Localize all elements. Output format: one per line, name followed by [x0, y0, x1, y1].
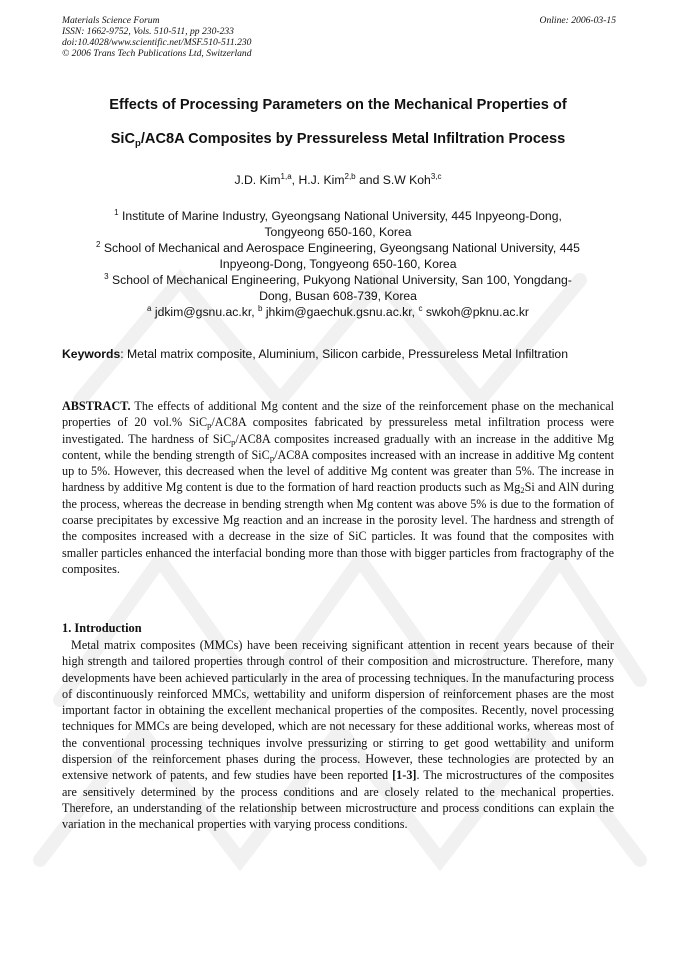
introduction-text: . The microstructures of the composites are sensitively determined by the process conditions and are closely related to the mechanical properties. Therefore, an understanding of the relationship between microstructure and process conditions can explain the variation in the mechanical properties with varying process conditions. [62, 768, 614, 832]
abstract-text: The effects of additional Mg content and the size of the reinforcement phase on the mechanical properties of 20 vol.% SiC [62, 399, 614, 430]
title-text: SiC [110, 131, 136, 147]
affiliation-text: Dong, Busan 608-739, Korea [259, 289, 417, 303]
affiliation-text: School of Mechanical and Aerospace Engineering, Gyeongsang National University, 445 [100, 241, 580, 255]
abstract [62, 398, 614, 577]
title-text: /AC8A Composites by Pressureless Metal Infiltration Process [140, 131, 566, 147]
introduction-body [62, 637, 614, 833]
affiliation-text: Institute of Marine Industry, Gyeongsang National University, 445 Inpyeong-Dong, [118, 209, 562, 223]
affiliation-1 [62, 208, 614, 240]
keywords [62, 346, 614, 363]
author-superscript: 1,a [280, 172, 292, 181]
abstract-label: ABSTRACT. [62, 399, 131, 413]
online-date: Online: 2006-03-15 [539, 15, 616, 26]
keywords-text: : Metal matrix composite, Aluminium, Silicon carbide, Pressureless Metal Infiltration [120, 347, 568, 361]
copyright-line: © 2006 Trans Tech Publications Ltd, Switzerland [62, 48, 252, 59]
affiliation-marker: 2 [96, 240, 101, 249]
email-address: jhkim@gaechuk.gsnu.ac.kr, [262, 305, 419, 319]
abstract-text: Si and AlN during the process, whereas the decrease in bending strength when Mg content was above 5% is due to the formation of coarse precipitates by excessive Mg reaction and an increase in the porosity level. The hardness and strength of the composites increased with a decrease in the size of SiC particles. It was found that the composites with smaller particles enhanced the interfacial bonding more than those with bigger particles from fractography of the composites. [62, 480, 614, 576]
affiliation-text: School of Mechanical Engineering, Pukyong National University, San 100, Yongdang- [108, 273, 572, 287]
affiliation-3 [62, 272, 614, 304]
author-name: J.D. Kim [234, 173, 281, 187]
citation-reference: [1-3] [392, 768, 417, 783]
issn-line: ISSN: 1662-9752, Vols. 510-511, pp 230-233 [62, 26, 234, 37]
author-list [62, 173, 614, 187]
paper-title-line-2 [62, 131, 614, 147]
affiliation-text: Tongyeong 650-160, Korea [264, 225, 412, 239]
paper-title-line-1: Effects of Processing Parameters on the Mechanical Properties of [109, 97, 567, 113]
abstract-subscript: p [269, 452, 275, 463]
author-superscript: 2,b [344, 172, 356, 181]
journal-header [62, 15, 252, 59]
abstract-text: /AC8A composites fabricated by pressureless metal infiltration process were investigated. The hardness of SiC [62, 415, 615, 446]
abstract-subscript: 2 [520, 485, 525, 496]
email-line [62, 304, 614, 320]
journal-name: Materials Science Forum [62, 15, 160, 26]
affiliation-2 [62, 240, 614, 272]
author-name: and S.W Koh [355, 173, 431, 187]
email-address: jdkim@gsnu.ac.kr, [151, 305, 258, 319]
affiliation-text: Inpyeong-Dong, Tongyeong 650-160, Korea [219, 257, 457, 271]
abstract-subscript: p [231, 436, 236, 447]
author-superscript: 3,c [430, 172, 442, 181]
author-name: , H.J. Kim [291, 173, 345, 187]
section-heading-introduction: 1. Introduction [62, 621, 142, 635]
email-marker: a [147, 304, 152, 313]
introduction-text: Metal matrix composites (MMCs) have been receiving significant attention in recent years because of their high strength and tailored properties through control of their composition and microstructure. Therefore, many developments have been achieved particularly in the area of processing techniques. In the manufacturing process of discontinuously reinforced MMCs, wettability and uniform dispersion of reinforcement phases are the most important factor in obtaining the excellent mechanical properties of the composites. Recently, novel processing techniques for MMCs are being developed, which are not necessary for these additional works, whereas most of the conventional processing techniques involve pressurizing or stirring to get good wettability and uniform dispersion of the reinforcement phases during the process. However, these technologies are protected by an extensive network of patents, and few studies have been reported [62, 638, 614, 783]
affiliation-marker: 3 [104, 272, 109, 281]
keywords-label: Keywords [62, 347, 121, 361]
abstract-text: /AC8A composites increased with an increase in additive Mg content up to 5%. However, this decreased when the level of additive Mg content was greater than 5%. The increase in hardness by additive Mg content is due to the formation of hard reaction products such as Mg [62, 447, 614, 495]
email-marker: c [418, 304, 423, 313]
doi-line: doi:10.4028/www.scientific.net/MSF.510-511.230 [62, 37, 252, 48]
abstract-subscript: p [207, 420, 212, 431]
title-subscript: p [135, 138, 141, 149]
email-address: swkoh@pknu.ac.kr [422, 305, 529, 319]
email-marker: b [258, 304, 263, 313]
affiliation-marker: 1 [114, 208, 119, 217]
abstract-text: /AC8A composites increased gradually with an increase in the additive Mg content, while the bending strength of SiC [62, 431, 614, 462]
affiliations [62, 208, 614, 320]
